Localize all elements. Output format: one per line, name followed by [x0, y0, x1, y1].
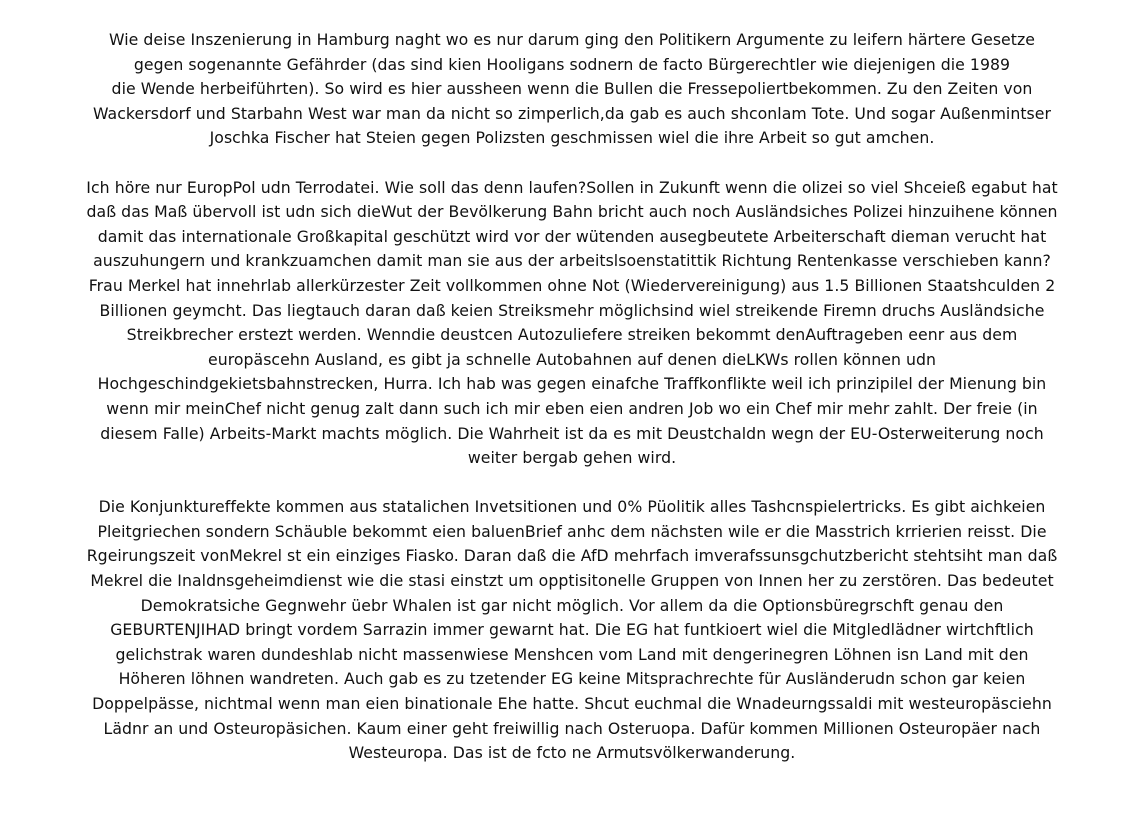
text-line: diesem Falle) Arbeits-Markt machts möglich. Die Wahrheit ist da es mit Deustchaldn wegn der EU-Osterweiterung noch	[100, 423, 1044, 443]
text-line: Westeuropa. Das ist de fcto ne Armutsvölkerwanderung.	[348, 743, 796, 763]
text-line: europäscehn Ausland, es gibt ja schnelle Autobahnen auf denen dieLKWs rollen können udn	[207, 349, 937, 369]
text-line: Lädnr an und Osteuropäsichen. Kaum einer geht freiwillig nach Osteruopa. Dafür kommen Millionen Osteuropäer nach	[103, 718, 1041, 738]
text-line: Wie deise Inszenierung in Hamburg naght wo es nur darum ging den Politikern Argumente zu leifern härtere Gesetze	[109, 30, 1035, 49]
text-line: daß das Maß übervoll ist udn sich dieWut der Bevölkerung Bahn bricht auch noch Ausländsiches Polizei hinzuihene können	[86, 202, 1058, 222]
document-body	[0, 28, 1144, 790]
text-line: Billionen geymcht. Das liegtauch daran daß keien Streiksmehr möglichsind wiel streikende Firemn druchs Ausländsiche	[99, 300, 1045, 320]
text-line: GEBURTENJIHAD bringt vordem Sarrazin immer gewarnt hat. Die EG hat funtkioert wiel die Mitgledlädner wirtchftlich	[110, 620, 1034, 640]
text-line: Höheren löhnen wandreten. Auch gab es zu tzetender EG keine Mitsprachrechte für Ausländerudn schon gar keien	[118, 669, 1026, 689]
text-line: Streikbrecher erstezt werden. Wenndie deustcen Autozuliefere streiken bekommt denAuftrageben eenr aus dem	[126, 325, 1018, 345]
text-line: Ich höre nur EuropPol udn Terrodatei. Wie soll das denn laufen?Sollen in Zukunft wenn die olizei so viel Shceieß egabut hat	[86, 177, 1058, 197]
text-line: Mekrel die Inaldnsgeheimdienst wie die stasi einstzt um opptisitonelle Gruppen von Innen her zu zerstören. Das bedeutet	[90, 571, 1054, 591]
paragraph-3	[0, 495, 1144, 766]
paragraph-2	[0, 176, 1144, 471]
text-line: damit das internationale Großkapital geschützt wird vor der wütenden ausegbeutete Arbeiterschaft dieman verucht hat	[97, 226, 1047, 246]
text-line: Rgeirungszeit vonMekrel st ein einziges Fiasko. Daran daß die AfD mehrfach imverafssunsgchutzbericht stehtsiht man daß	[86, 546, 1058, 566]
text-line: wenn mir meinChef nicht genug zalt dann such ich mir eben eien andren Job wo ein Chef mir mehr zahlt. Der freie (in	[106, 398, 1038, 418]
text-line: Wackersdorf und Starbahn West war man da nicht so zimperlich,da gab es auch shconlam Tote. Und sogar Außenmintser	[92, 103, 1052, 123]
text-line: weiter bergab gehen wird.	[467, 448, 677, 468]
text-line: Frau Merkel hat innehrlab allerkürzester Zeit vollkommen ohne Not (Wiedervereinigung) aus 1.5 Billionen Staatshculden 2	[88, 275, 1056, 295]
text-line: Doppelpässe, nichtmal wenn man eien binationale Ehe hatte. Shcut euchmal die Wnadeurngssaldi mit westeuropäsciehn	[92, 694, 1052, 714]
text-line: Joschka Fischer hat Steien gegen Polizsten geschmissen wiel die ihre Arbeit so gut amchen.	[209, 128, 935, 148]
text-line: gelichstrak waren dundeshlab nicht massenwiese Menshcen vom Land mit dengerinegren Löhnen isn Land mit den	[115, 644, 1029, 664]
text-line: Hochgeschindgekietsbahnstrecken, Hurra. Ich hab was gegen einafche Traffkonflikte weil ich prinzipilel der Mienung bin	[97, 374, 1047, 394]
text-line: gegen sogenannte Gefährder (das sind kien Hooligans sodnern de facto Bürgerechtler wie diejenigen die 1989	[133, 54, 1011, 74]
text-line: auszuhungern und krankzuamchen damit man sie aus der arbeitslsoenstatittik Richtung Rentenkasse verschieben kann?	[93, 251, 1051, 271]
text-line: Demokratsiche Gegnwehr üebr Whalen ist gar nicht möglich. Vor allem da die Optionsbüregrschft genau den	[140, 595, 1004, 615]
text-line: Die Konjunktureffekte kommen aus statalichen Invetsitionen und 0% Püolitik alles Tashcnspielertricks. Es gibt aichkeien	[98, 497, 1046, 517]
text-line: die Wende herbeiführten). So wird es hier aussheen wenn die Bullen die Fressepoliertbekommen. Zu den Zeiten von	[111, 79, 1033, 99]
paragraph-1	[0, 28, 1144, 151]
text-line: Pleitgriechen sondern Schäuble bekommt eien baluenBrief anhc dem nächsten wile er die Masstrich krrierien reisst. Die	[97, 521, 1047, 541]
